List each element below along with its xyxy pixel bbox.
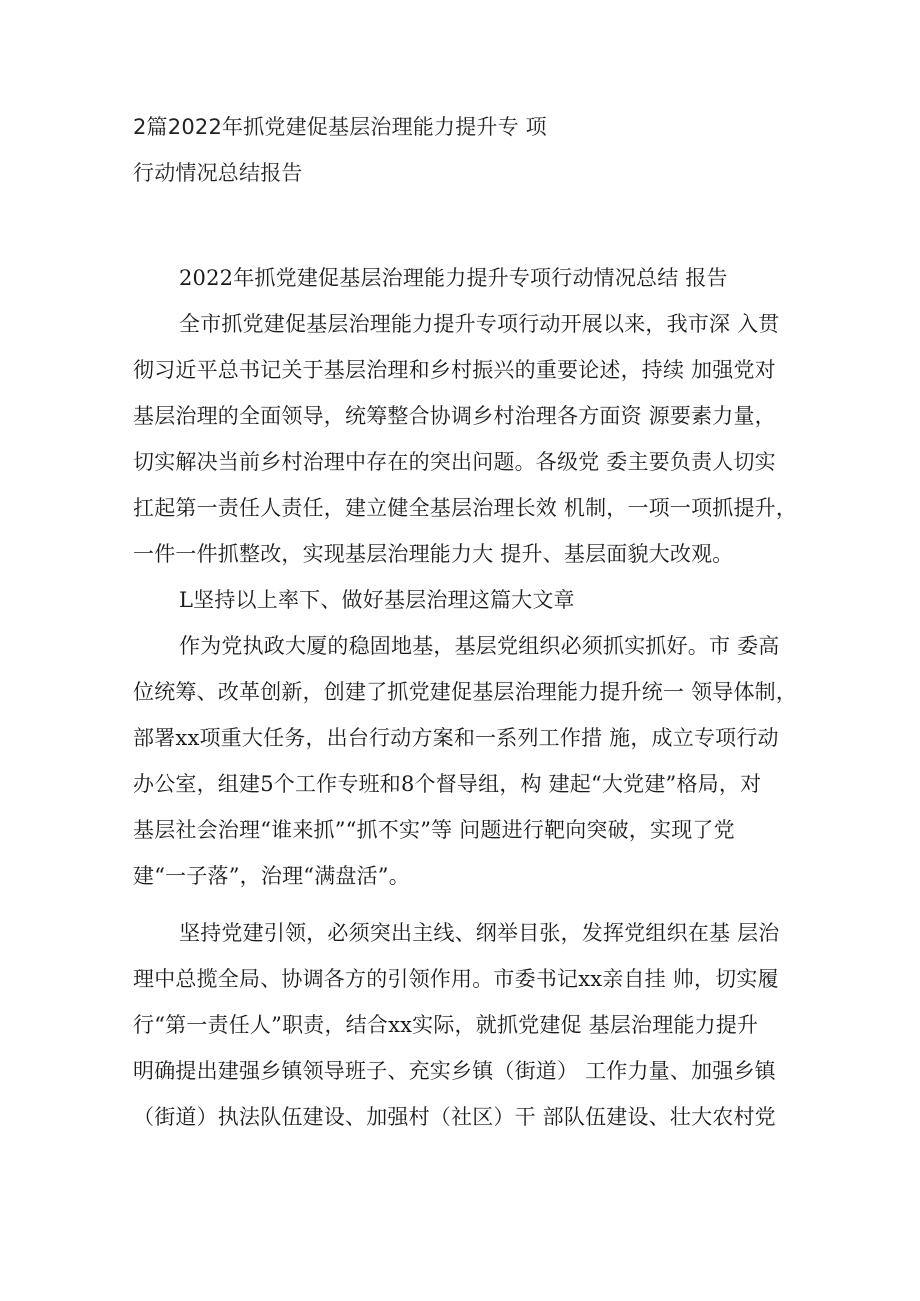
paragraph-line: 办公室，组建5个工作专班和8个督导组，构 建起“大党建”格局，对 xyxy=(133,772,762,796)
paragraph-line: 切实解决当前乡村治理中存在的突出问题。各级党 委主要负责人切实 xyxy=(133,450,776,474)
document-title xyxy=(133,104,803,196)
paragraph-line: 基层社会治理“谁来抓”“抓不实”等 问题进行靶向突破，实现了党 xyxy=(133,818,735,842)
paragraph-line: 全市抓党建促基层治理能力提升专项行动开展以来，我市深 入贯 xyxy=(179,312,780,336)
paragraph-line: 作为党执政大厦的稳固地基，基层党组织必须抓实抓好。市 委高 xyxy=(179,634,780,658)
paragraph-line: 坚持党建引领，必须突出主线、纲举目张，发挥党组织在基 层治 xyxy=(179,921,780,945)
document-body xyxy=(133,255,797,1140)
paragraph xyxy=(133,301,797,577)
subtitle: 2022年抓党建促基层治理能力提升专项行动情况总结 报告 xyxy=(179,266,728,290)
title-line: 行动情况总结报告 xyxy=(133,161,303,185)
paragraph-line: （街道）执法队伍建设、加强村（社区）干 部队伍建设、壮大农村党 xyxy=(133,1105,776,1129)
paragraph-line: 行“第一责任人”职责，结合xx实际，就抓党建促 基层治理能力提升 xyxy=(133,1013,759,1037)
paragraph-gap xyxy=(133,899,797,910)
paragraph-line: 理中总揽全局、协调各方的引领作用。市委书记xx亲自挂 帅，切实履 xyxy=(133,967,779,991)
paragraph-line: 部署xx项重大任务，出台行动方案和一系列工作措 施，成立专项行动 xyxy=(133,726,779,750)
paragraph-line: 彻习近平总书记关于基层治理和乡村振兴的重要论述，持续 加强党对 xyxy=(133,358,776,382)
paragraph-line: 建“一子落”，治理“满盘活”。 xyxy=(133,864,410,888)
section-heading xyxy=(133,577,797,623)
paragraph-line: 基层治理的全面领导，统筹整合协调乡村治理各方面资 源要素力量， xyxy=(133,404,776,428)
paragraph xyxy=(133,623,797,899)
paragraph-line: 明确提出建强乡镇领导班子、充实乡镇（街道） 工作力量、加强乡镇 xyxy=(133,1059,776,1083)
paragraph-line: 位统筹、改革创新，创建了抓党建促基层治理能力提升统一 领导体制， xyxy=(133,680,798,704)
section-heading-line: L坚持以上率下、做好基层治理这篇大文章 xyxy=(179,588,575,612)
paragraph xyxy=(133,910,797,1140)
title-line: 2篇2022年抓党建促基层治理能力提升专 项 xyxy=(133,115,547,139)
paragraph-line: 一件一件抓整改，实现基层治理能力大 提升、基层面貌大改观。 xyxy=(133,542,734,566)
paragraph-line: 扛起第一责任人责任，建立健全基层治理长效 机制，一项一项抓提升， xyxy=(133,496,798,520)
